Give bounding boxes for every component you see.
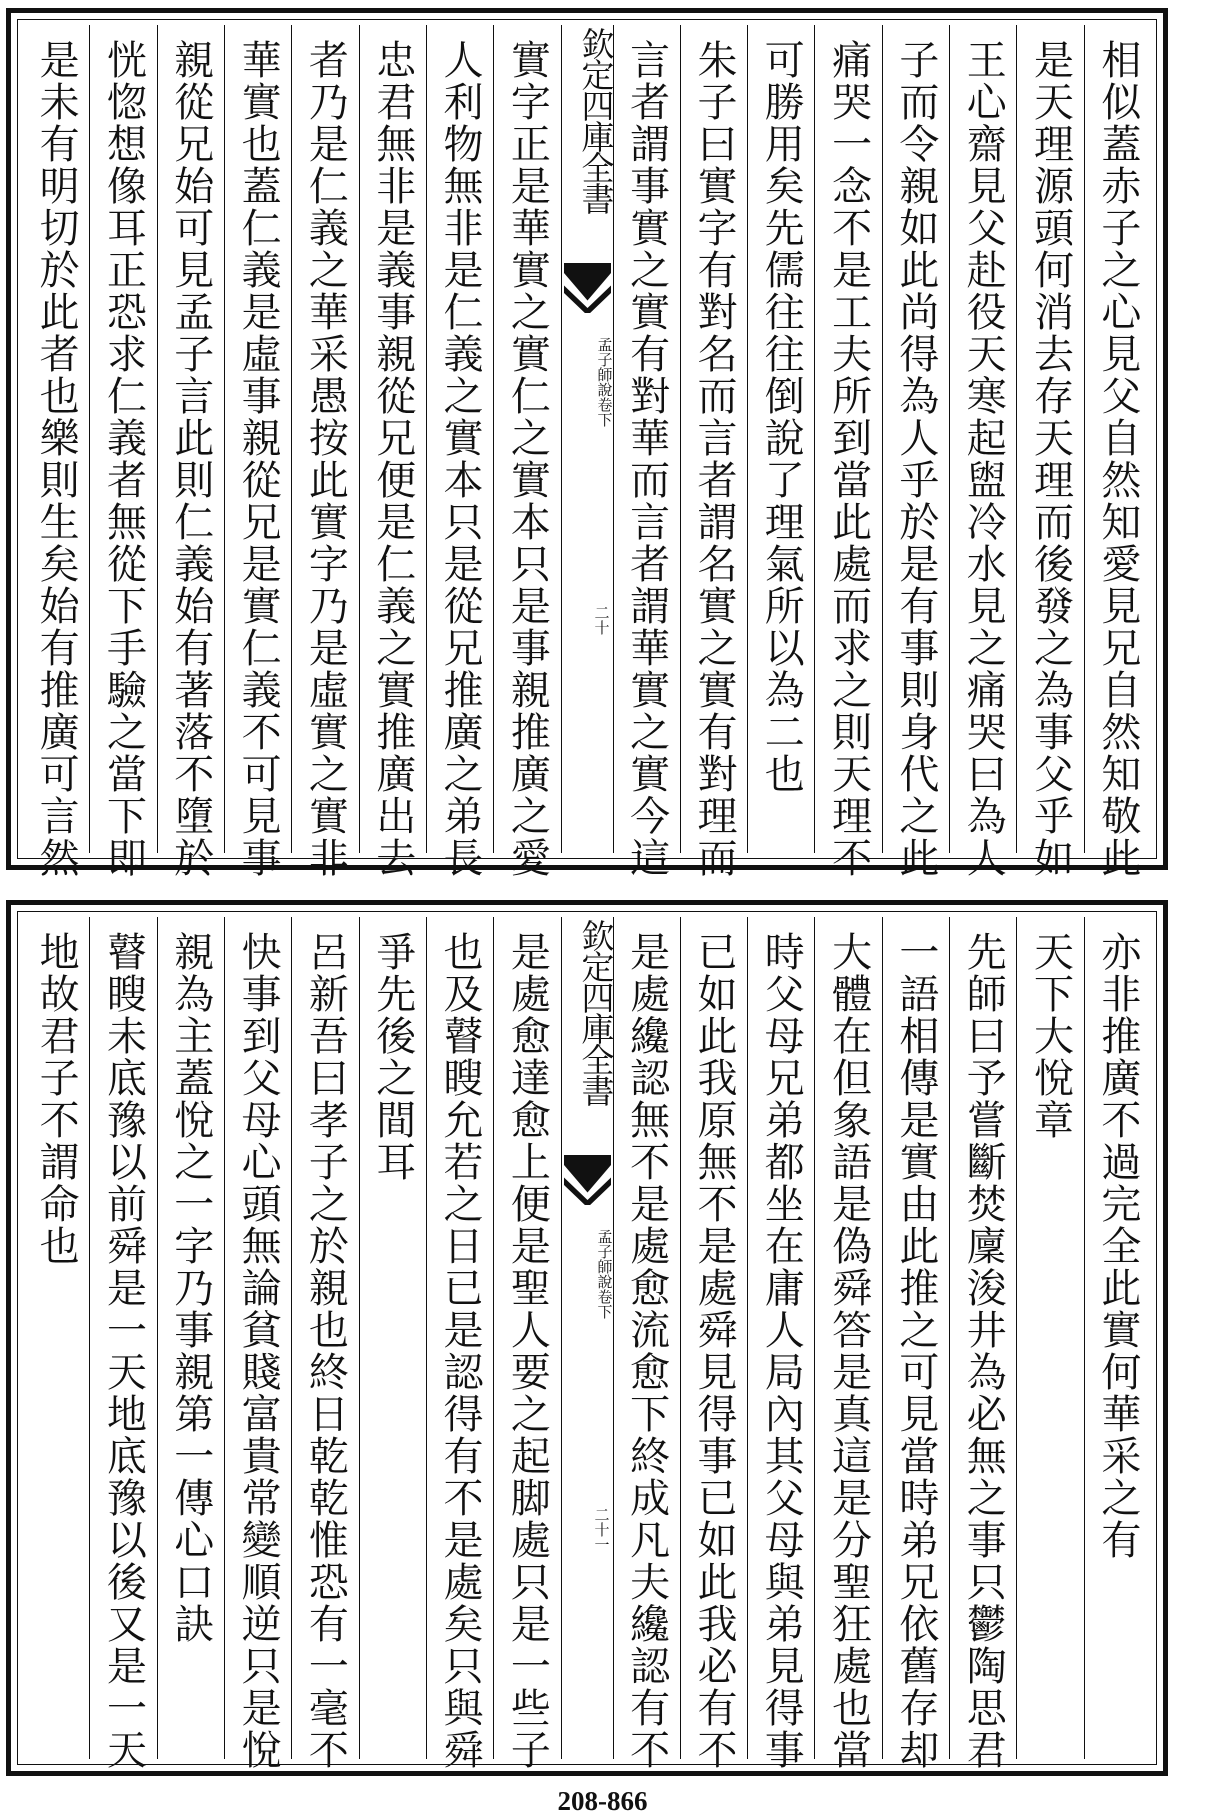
text-column <box>747 917 814 1771</box>
text-column <box>680 917 747 1771</box>
page-number: 208-866 <box>557 1786 648 1816</box>
text-column <box>1016 917 1083 1759</box>
column-text: 亦非推廣不過完全此實何華采之有 <box>1094 931 1141 1561</box>
bottom-leaf <box>6 900 1168 1776</box>
column-text: 言者謂事實之實有對華而言者謂華實之實今這 <box>623 39 670 879</box>
column-text: 痛哭一念不是工夫所到當此處而求之則天理不 <box>825 39 872 879</box>
text-column <box>949 25 1016 879</box>
text-column <box>493 917 560 1771</box>
column-text: 一語相傳是實由此推之可見當時弟兄依舊存却 <box>892 931 939 1771</box>
volume-label <box>562 337 613 427</box>
column-text: 呂新吾曰孝子之於親也終日乾乾惟恐有一毫不 <box>302 931 349 1771</box>
column-text: 子而令親如此尚得為人乎於是有事則身代之此 <box>892 39 939 879</box>
text-column <box>426 25 493 879</box>
column-text: 恍惚想像耳正恐求仁義者無從下手驗之當下即 <box>100 39 147 879</box>
text-column <box>1016 25 1083 879</box>
volume-chapter: 卷下 <box>595 397 614 427</box>
center-fold-column <box>561 25 616 853</box>
column-text: 相似蓋赤子之心見父自然知愛見兄自然知敬此 <box>1094 39 1141 879</box>
bottom-leaf-columns <box>23 917 1151 1771</box>
text-column <box>882 917 949 1771</box>
column-text: 大體在但象語是偽舜答是真這是分聖狂處也當 <box>825 931 872 1771</box>
text-column <box>613 917 680 1771</box>
column-text: 是天理源頭何消去存天理而後發之為事父乎如 <box>1027 39 1074 879</box>
column-text: 親從兄始可見孟子言此則仁義始有著落不墮於 <box>167 39 214 879</box>
text-column <box>359 917 426 1759</box>
column-text: 親為主蓋悅之一字乃事親第一傳心口訣 <box>167 931 214 1645</box>
text-column <box>291 917 358 1771</box>
text-column <box>882 25 949 879</box>
column-text: 爭先後之間耳 <box>369 931 416 1183</box>
leaf-number: 二十一 <box>592 1507 611 1552</box>
volume-label <box>562 1229 613 1319</box>
text-column <box>291 25 358 879</box>
fish-tail-mark-icon <box>564 263 611 313</box>
fish-tail-mark-icon <box>564 1155 611 1205</box>
leaf-number: 二十 <box>592 605 611 635</box>
column-text: 已如此我原無不是處舜見得事已如此我必有不 <box>690 931 737 1771</box>
text-column <box>1084 917 1151 1759</box>
text-column <box>224 917 291 1771</box>
top-leaf <box>6 8 1168 879</box>
text-column <box>224 25 291 879</box>
text-column <box>814 917 881 1771</box>
column-text: 是處纔認無不是處愈流愈下終成凡夫纔認有不 <box>623 931 670 1771</box>
column-text: 實字正是華實之實仁之實本只是事親推廣之愛 <box>504 39 551 879</box>
column-text: 時父母兄弟都坐在庸人局內其父母與弟見得事 <box>758 931 805 1771</box>
text-column <box>814 25 881 879</box>
column-text: 忠君無非是義事親從兄便是仁義之實推廣出去 <box>369 39 416 879</box>
column-text: 華實也蓋仁義是虛事親從兄是實仁義不可見事 <box>235 39 282 879</box>
text-column <box>680 25 747 879</box>
column-text: 者乃是仁義之華采愚按此實字乃是虛實之實非 <box>302 39 349 879</box>
column-text: 快事到父母心頭無論貧賤富貴常變順逆只是悅 <box>235 931 282 1771</box>
chapter-heading: 天下大悅章 <box>1027 931 1074 1141</box>
book-title: 欽定四庫全書 <box>576 919 616 1105</box>
text-column <box>949 917 1016 1771</box>
volume-title: 孟子師說 <box>595 1229 614 1289</box>
text-column <box>23 917 89 1759</box>
column-text: 王心齋見父赴役天寒起盥冷水見之痛哭曰為人 <box>960 39 1007 879</box>
column-text: 地故君子不謂命也 <box>33 931 80 1267</box>
column-text: 也及瞽瞍允若之日已是認得有不是處矣只與舜 <box>437 931 484 1771</box>
text-column <box>493 25 560 879</box>
text-column <box>359 25 426 879</box>
column-text: 先師曰予嘗斷焚廩浚井為必無之事只鬱陶思君 <box>960 931 1007 1771</box>
text-column <box>89 25 156 879</box>
text-column <box>157 25 224 879</box>
text-column <box>157 917 224 1759</box>
volume-chapter: 卷下 <box>595 1289 614 1319</box>
text-column <box>1084 25 1151 879</box>
text-column <box>23 25 89 879</box>
volume-title: 孟子師說 <box>595 337 614 397</box>
column-text: 是未有明切於此者也樂則生矣始有推廣可言然 <box>33 39 80 879</box>
column-text: 瞽瞍未底豫以前舜是一天地底豫以後又是一天 <box>100 931 147 1771</box>
center-fold-column <box>561 917 616 1759</box>
text-column <box>89 917 156 1771</box>
top-leaf-columns <box>23 25 1151 879</box>
text-column <box>747 25 814 853</box>
text-column <box>426 917 493 1771</box>
text-column <box>613 25 680 879</box>
column-text: 朱子曰實字有對名而言者謂名實之實有對理而 <box>690 39 737 879</box>
column-text: 是處愈達愈上便是聖人要之起脚處只是一些子 <box>504 931 551 1771</box>
book-title: 欽定四庫全書 <box>576 27 616 213</box>
column-text: 可勝用矣先儒往往倒說了理氣所以為二也 <box>758 39 805 795</box>
column-text: 人利物無非是仁義之實本只是從兄推廣之弟長 <box>437 39 484 879</box>
